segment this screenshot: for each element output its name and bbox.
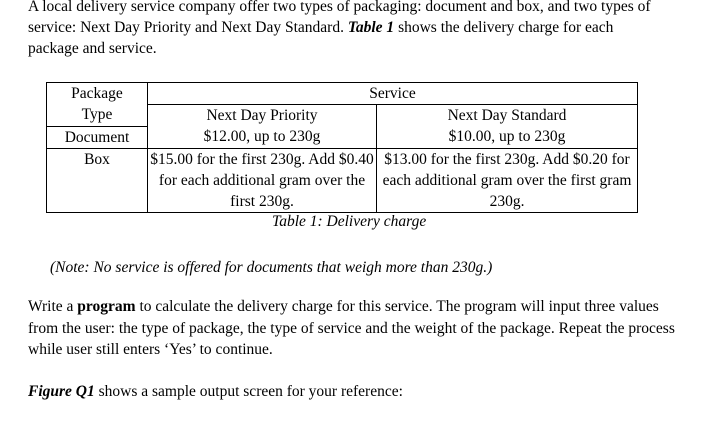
intro-paragraph [28, 0, 668, 59]
table-caption: Table 1: Delivery charge [272, 213, 427, 230]
intro-text-2: shows the delivery charge for each package and service. [28, 19, 614, 57]
task-paragraph [28, 296, 678, 361]
figure-reference-text: shows a sample output screen for your reference: [94, 383, 403, 400]
header-next-day-standard: Next Day Standard [377, 105, 638, 127]
table-header-row [47, 83, 638, 105]
table-reference: Table 1 [347, 19, 395, 36]
row-box-type: Box [47, 148, 148, 212]
row-box-priority: $15.00 for the first 230g. Add $0.40 for each additional gram over the first 230g. [148, 148, 377, 212]
header-next-day-priority: Next Day Priority [148, 105, 377, 127]
task-text-2: to calculate the delivery charge for this service. The program will input three values from the user: the type of package, the type of service and the weight of the package. Repeat the process while user still enters ‘Yes’ to continue. [28, 298, 675, 358]
note-text: (Note: No service is offered for documents that weigh more than 230g.) [50, 259, 493, 276]
row-document-standard: $10.00, up to 230g [377, 126, 638, 148]
delivery-charge-table [46, 82, 638, 213]
row-document-type: Document [47, 126, 148, 148]
row-box-standard: $13.00 for the first 230g. Add $0.20 for each additional gram over the first gram 230g. [377, 148, 638, 212]
header-package-type [47, 83, 148, 127]
figure-label: Figure Q1 [28, 383, 95, 400]
table-row [47, 126, 638, 148]
task-bold-program: program [77, 298, 136, 315]
figure-reference-line [28, 381, 403, 402]
table-row [47, 148, 638, 212]
header-package-line1: Package [71, 85, 123, 102]
header-package-line2: Type [81, 106, 113, 123]
header-service: Service [148, 83, 638, 105]
row-document-priority: $12.00, up to 230g [148, 126, 377, 148]
intro-text-1: A local delivery service company offer two types of packaging: document and box, and two types of service: Next Day Priority and Next Day Standard. [28, 0, 651, 36]
task-text-1: Write a [28, 298, 78, 315]
